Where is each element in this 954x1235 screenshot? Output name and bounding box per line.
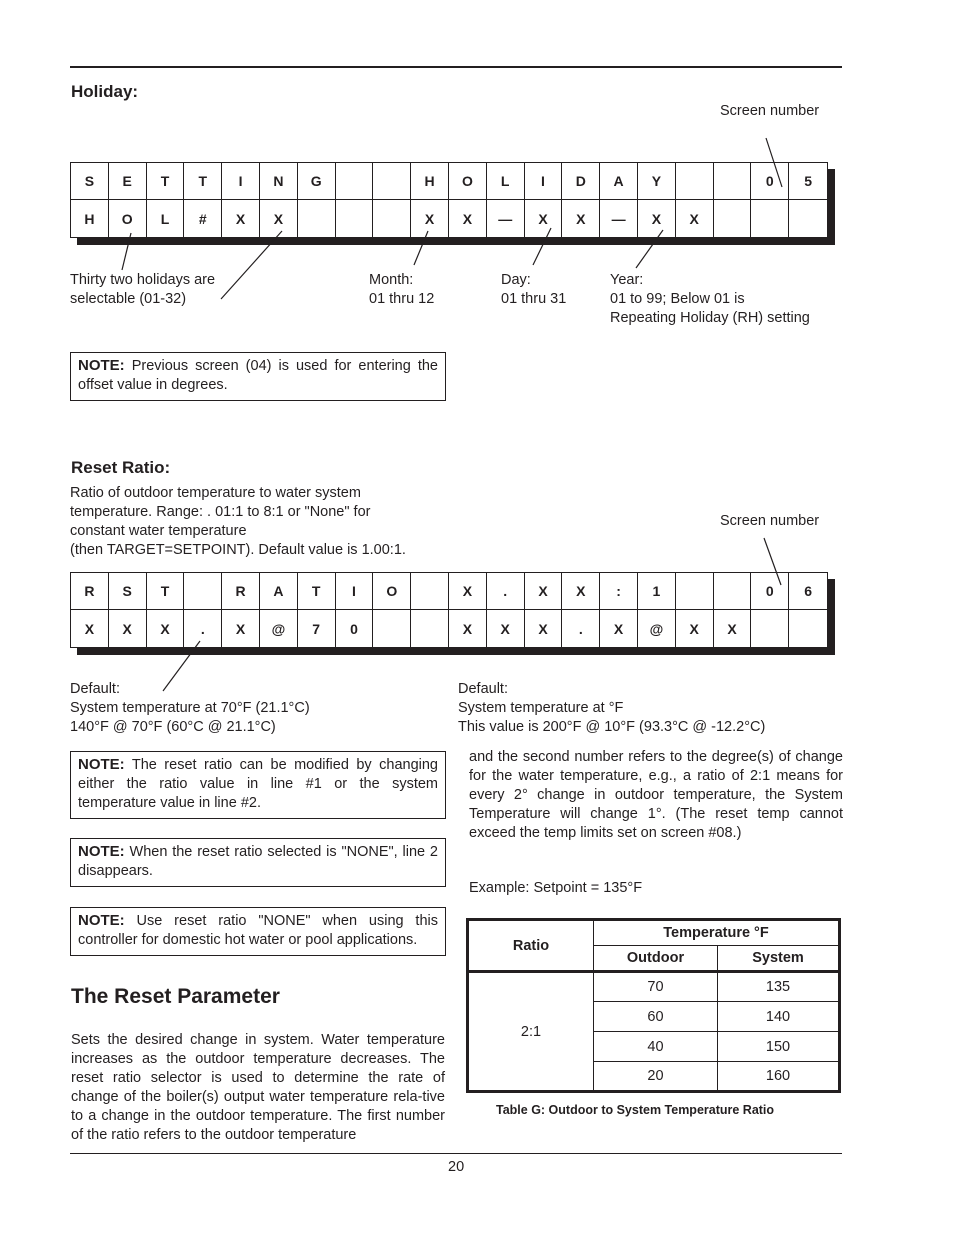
leader-month <box>414 231 428 265</box>
display-cell: A <box>260 573 298 610</box>
display-cell: R <box>222 573 260 610</box>
note-text: When the reset ratio selected is "NONE", line 2 disappears. <box>78 844 438 879</box>
display-cell: I <box>525 163 563 200</box>
holiday-callout-month: Month: 01 thru 12 <box>369 272 435 307</box>
display-cell: 6 <box>789 573 827 610</box>
display-cell: — <box>600 200 638 237</box>
table-cell-system: 150 <box>718 1032 840 1062</box>
page-number: 20 <box>448 1159 465 1175</box>
display-cell: X <box>222 610 260 647</box>
reset-ratio-heading: Reset Ratio: <box>71 458 171 477</box>
note-label: NOTE: <box>78 756 125 773</box>
display-cell: Y <box>638 163 676 200</box>
holiday-callout-day: Day: 01 thru 31 <box>501 272 567 307</box>
note-label: NOTE: <box>78 912 125 929</box>
display-cell: E <box>109 163 147 200</box>
display-cell: R <box>71 573 109 610</box>
display-cell: X <box>676 610 714 647</box>
table-cell-system: 140 <box>718 1002 840 1032</box>
display-cell: H <box>71 200 109 237</box>
leader-holiday-count-2 <box>221 231 282 299</box>
display-cell: S <box>71 163 109 200</box>
display-cell: O <box>373 573 411 610</box>
display-cell: T <box>184 163 222 200</box>
display-cell: @ <box>638 610 676 647</box>
reset-ratio-callout-left: Default: System temperature at 70°F (21.1°C) 140°F @ 70°F (60°C @ 21.1°C) <box>70 681 310 735</box>
holiday-callout-count: Thirty two holidays are selectable (01-32) <box>70 272 216 307</box>
table-header-temperature: Temperature °F <box>594 920 840 946</box>
display-cell: X <box>147 610 185 647</box>
display-cell: L <box>487 163 525 200</box>
display-cell: L <box>147 200 185 237</box>
display-cell: T <box>147 163 185 200</box>
table-header-ratio: Ratio <box>468 920 594 972</box>
note-text: Previous screen (04) is used for entering the offset value in degrees. <box>78 358 438 393</box>
display-cell: X <box>487 610 525 647</box>
reset-parameter-paragraph: Sets the desired change in system. Water temperature increases as the outdoor temperature decreases. The reset ratio selector is used to determine the rate of change of the boiler(s) output water temperature rela-tive to a change in the outdoor temperature. The first number of the ratio refers to the outdoor temperature <box>71 1032 445 1143</box>
note-label: NOTE: <box>78 843 125 860</box>
leader-holiday-count-1 <box>122 233 131 270</box>
display-cell: X <box>449 610 487 647</box>
display-cell: . <box>184 610 222 647</box>
reset-ratio-callout-right: Default: System temperature at °F This value is 200°F @ 10°F (93.3°C @ -12.2°C) <box>458 681 766 735</box>
reset-parameter-continued: and the second number refers to the degree(s) of change for the water temperature, e.g., a ratio of 2:1 means for every 2° change in outdoor temperature, the System Temperature will change 1°. (The reset temp cannot exceed the temp limits set on screen #08.) <box>469 749 843 841</box>
display-cell: O <box>109 200 147 237</box>
display-cell: X <box>525 200 563 237</box>
table-cell-outdoor: 40 <box>594 1032 718 1062</box>
display-cell: X <box>449 573 487 610</box>
display-cell: X <box>109 610 147 647</box>
display-cell: I <box>336 573 374 610</box>
note-text: The reset ratio can be modified by changing either the ratio value in line #1 or the system temperature value in line #2. <box>78 757 438 811</box>
leader-screen-number-holiday <box>766 138 782 187</box>
display-cell: X <box>260 200 298 237</box>
table-cell-ratio: 2:1 <box>468 972 594 1092</box>
display-cell: A <box>600 163 638 200</box>
display-cell: 0 <box>336 610 374 647</box>
display-cell: X <box>562 573 600 610</box>
display-cell: X <box>222 200 260 237</box>
display-cell: # <box>184 200 222 237</box>
display-cell: X <box>411 200 449 237</box>
display-cell: X <box>525 610 563 647</box>
table-cell-system: 135 <box>718 972 840 1002</box>
display-cell: H <box>411 163 449 200</box>
display-cell: X <box>714 610 752 647</box>
leader-screen-number-reset <box>764 538 781 585</box>
holiday-heading: Holiday: <box>71 82 139 101</box>
display-cell: T <box>298 573 336 610</box>
display-cell: 5 <box>789 163 827 200</box>
holiday-callout-year: Year: 01 to 99; Below 01 is Repeating Holiday (RH) setting <box>610 272 810 326</box>
display-cell: X <box>600 610 638 647</box>
display-cell: X <box>676 200 714 237</box>
display-cell: 0 <box>751 573 789 610</box>
reset-parameter-heading: The Reset Parameter <box>71 985 280 1008</box>
table-g-caption: Table G: Outdoor to System Temperature Ratio <box>496 1103 775 1117</box>
note-label: NOTE: <box>78 357 125 374</box>
display-cell: 1 <box>638 573 676 610</box>
display-cell: X <box>638 200 676 237</box>
display-cell: . <box>562 610 600 647</box>
display-cell: X <box>71 610 109 647</box>
display-cell: G <box>298 163 336 200</box>
display-cell: — <box>487 200 525 237</box>
reset-ratio-screen-number-label: Screen number <box>720 513 820 529</box>
reset-parameter-example: Example: Setpoint = 135°F <box>469 880 643 896</box>
table-cell-outdoor: 70 <box>594 972 718 1002</box>
note-text: Use reset ratio "NONE" when using this controller for domestic hot water or pool applications. <box>78 913 438 948</box>
leader-default-left <box>163 641 200 691</box>
display-cell: D <box>562 163 600 200</box>
display-cell: 7 <box>298 610 336 647</box>
leader-day <box>533 228 551 265</box>
display-cell: X <box>449 200 487 237</box>
table-header-outdoor: Outdoor <box>594 946 718 972</box>
reset-ratio-description: Ratio of outdoor temperature to water system temperature. Range: . 01:1 to 8:1 or "None" for constant water temperature (then TARGET=SETPOINT). Default value is 1.00:1. <box>70 485 406 558</box>
display-cell: @ <box>260 610 298 647</box>
display-cell: X <box>562 200 600 237</box>
table-header-system: System <box>718 946 840 972</box>
display-cell: . <box>487 573 525 610</box>
display-cell: O <box>449 163 487 200</box>
display-cell: S <box>109 573 147 610</box>
table-cell-system: 160 <box>718 1062 840 1092</box>
display-cell: : <box>600 573 638 610</box>
bottom-rule <box>70 1153 842 1154</box>
leader-year <box>636 230 663 268</box>
table-cell-outdoor: 20 <box>594 1062 718 1092</box>
display-cell: N <box>260 163 298 200</box>
table-cell-outdoor: 60 <box>594 1002 718 1032</box>
holiday-screen-number-label: Screen number <box>720 103 820 119</box>
display-cell: T <box>147 573 185 610</box>
display-cell: 0 <box>751 163 789 200</box>
display-cell: X <box>525 573 563 610</box>
display-cell: I <box>222 163 260 200</box>
